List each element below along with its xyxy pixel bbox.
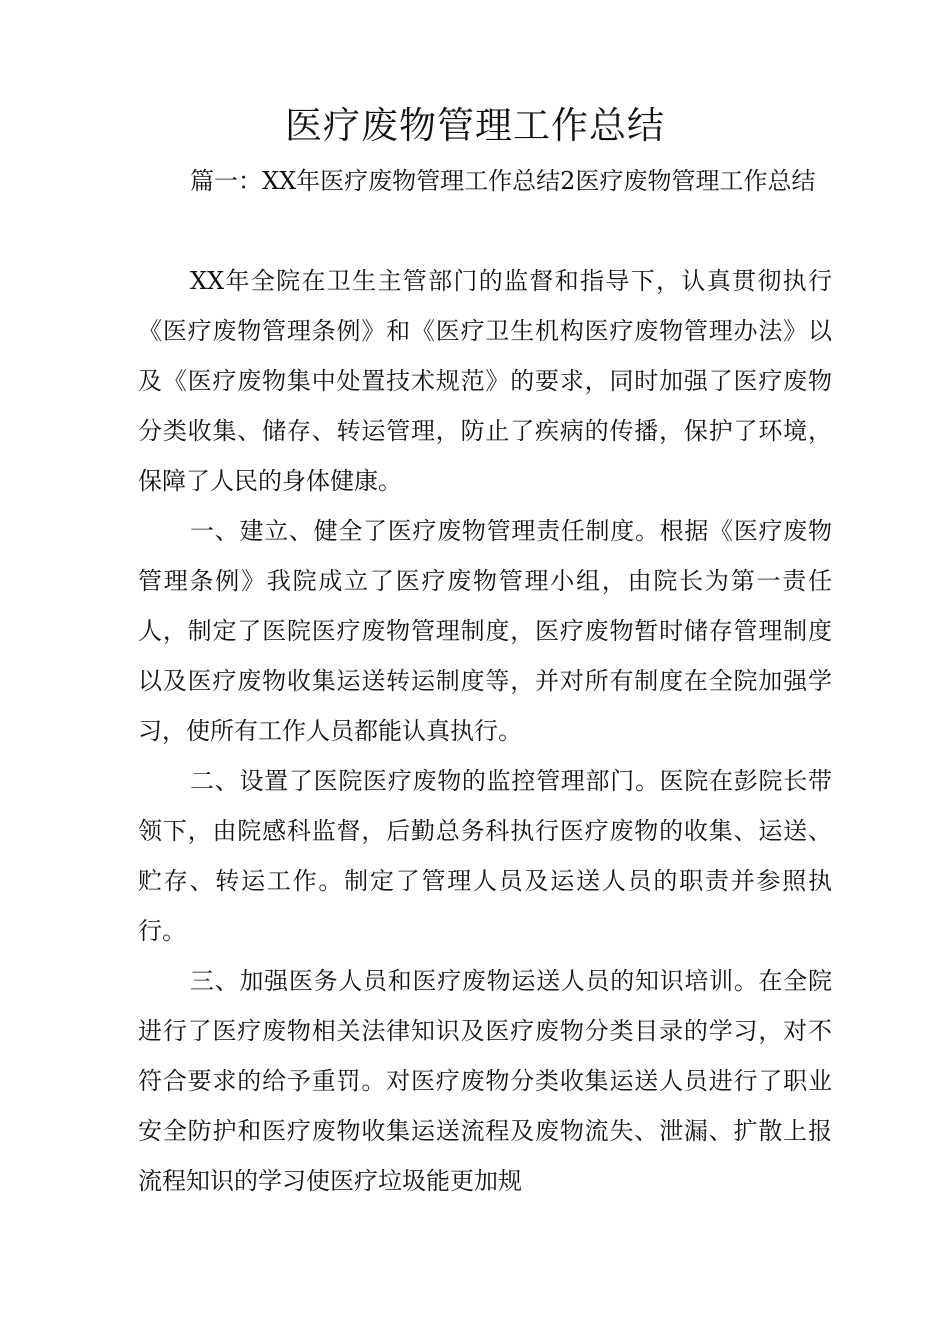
paragraph-section-2: 二、设置了医院医疗废物的监控管理部门。医院在彭院长带领下，由院感科监督，后勤总务科执行医疗废物的收集、运送、贮存、转运工作。制定了管理人员及运送人员的职责并参照执行。 <box>138 767 832 945</box>
paragraph-intro: XX年全院在卫生主管部门的监督和指导下，认真贯彻执行《医疗废物管理条例》和《医疗卫生机构医疗废物管理办法》以及《医疗废物集中处置技术规范》的要求，同时加强了医疗废物分类收集、储存、转运管理，防止了疾病的传播，保护了环境，保障了人民的身体健康。 <box>138 267 832 495</box>
paragraph-section-3: 三、加强医务人员和医疗废物运送人员的知识培训。在全院进行了医疗废物相关法律知识及医疗废物分类目录的学习，对不符合要求的给予重罚。对医疗废物分类收集运送人员进行了职业安全防护和医疗废物收集运送流程及废物流失、泄漏、扩散上报流程知识的学习使医疗垃圾能更加规 <box>138 967 832 1195</box>
paragraph-section-1: 一、建立、健全了医疗废物管理责任制度。根据《医疗废物管理条例》我院成立了医疗废物管理小组，由院长为第一责任人，制定了医院医疗废物管理制度，医疗废物暂时储存管理制度以及医疗废物收集运送转运制度等，并对所有制度在全院加强学习，使所有工作人员都能认真执行。 <box>138 517 832 745</box>
document-subtitle: 篇一：XX年医疗废物管理工作总结2医疗废物管理工作总结 <box>190 167 816 195</box>
document-title: 医疗废物管理工作总结 <box>285 104 665 147</box>
